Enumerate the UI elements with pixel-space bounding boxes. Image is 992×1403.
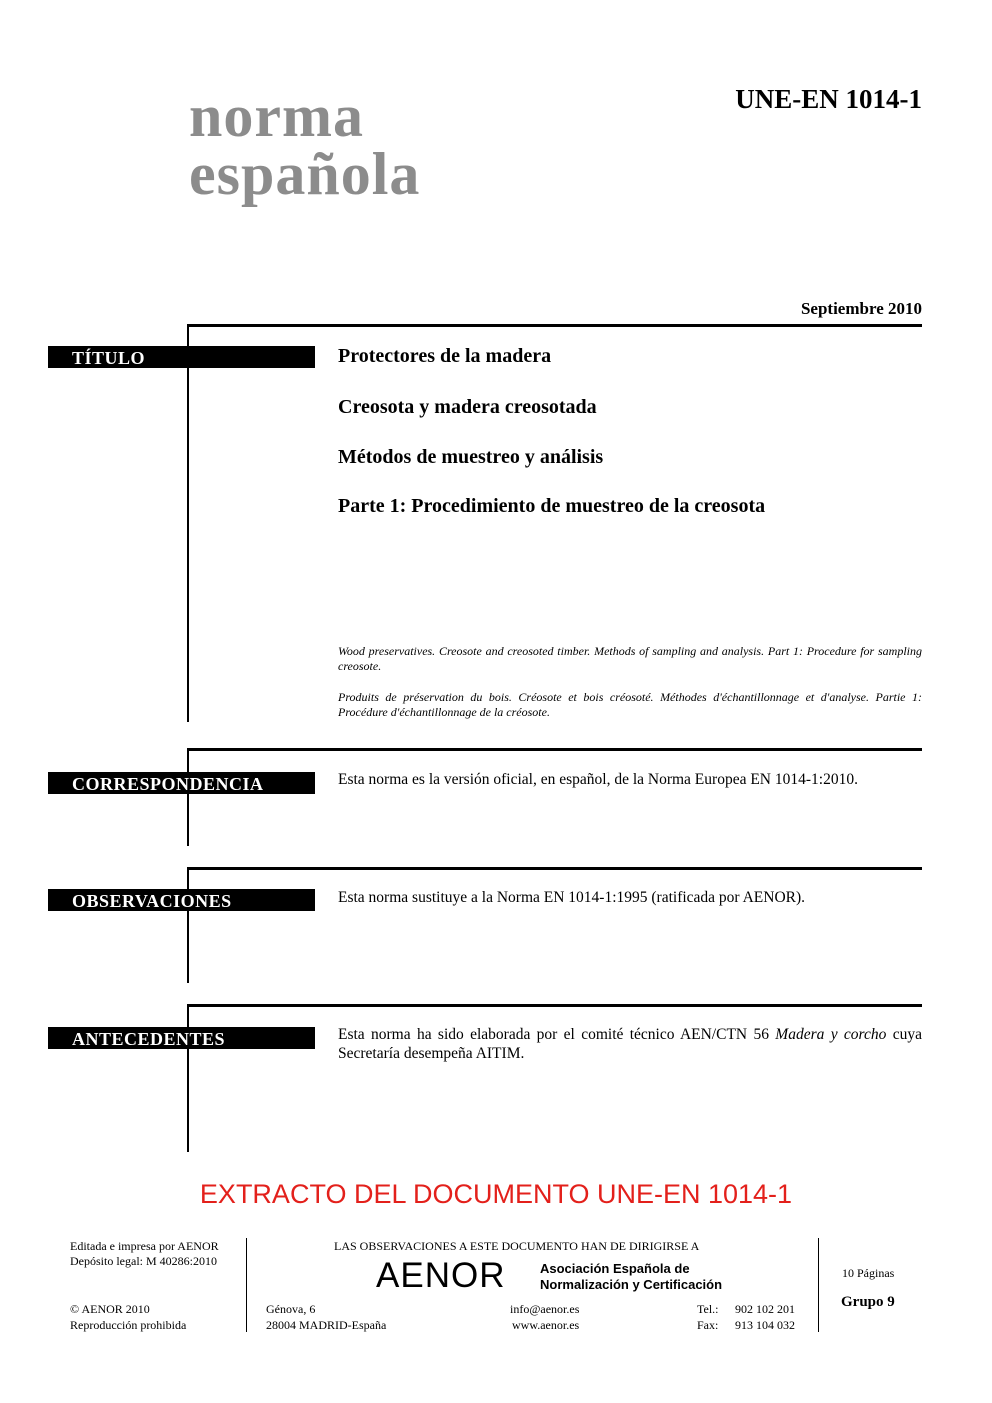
brand-norma: norma — [189, 83, 364, 149]
section-rule-antecedentes — [188, 1004, 922, 1007]
english-title: Wood preservatives. Creosote and creosoted timber. Methods of sampling and analysis. Part 1: Procedure for sampling creosote. — [338, 644, 922, 673]
footer-divider-right — [818, 1238, 819, 1332]
title-line-2: Creosota y madera creosotada — [338, 396, 597, 418]
publication-date: Septiembre 2010 — [800, 299, 922, 318]
footer-page-count: 10 Páginas — [842, 1266, 895, 1280]
footer-tel: 902 102 201 — [735, 1302, 795, 1316]
footer-edited-by: Editada e impresa por AENOR — [70, 1239, 219, 1253]
section-rule-correspondencia — [188, 748, 922, 751]
footer-address-street: Génova, 6 — [266, 1302, 316, 1316]
aenor-logo-subtitle-1: Asociación Española de — [540, 1261, 690, 1276]
section-vline-correspondencia — [187, 748, 189, 846]
antecedentes-text-b: cuya Secretaría desempeña AITIM. — [338, 1026, 923, 1062]
label-antecedentes: ANTECEDENTES — [48, 1027, 315, 1049]
footer-fax: 913 104 032 — [735, 1318, 795, 1332]
aenor-logo-word: AENOR — [376, 1256, 506, 1295]
footer-legal-deposit: Depósito legal: M 40286:2010 — [70, 1254, 217, 1268]
footer-email-link[interactable]: info@aenor.es — [510, 1302, 580, 1316]
antecedentes-text — [338, 1025, 922, 1063]
footer-address-city: 28004 MADRID-España — [266, 1318, 387, 1332]
footer-copyright: © AENOR 2010 — [70, 1302, 150, 1316]
section-vline-titulo — [187, 324, 189, 722]
correspondencia-text: Esta norma es la versión oficial, en español, de la Norma Europea EN 1014-1:2010. — [338, 771, 858, 788]
antecedentes-committee-name: Madera y corcho — [775, 1026, 887, 1043]
standard-code: UNE-EN 1014-1 — [735, 84, 922, 114]
section-rule-titulo — [188, 324, 922, 327]
title-line-4: Parte 1: Procedimiento de muestreo de la creosota — [338, 495, 766, 517]
footer-observations-heading: LAS OBSERVACIONES A ESTE DOCUMENTO HAN DE DIRIGIRSE A — [334, 1239, 700, 1253]
observaciones-text: Esta norma sustituye a la Norma EN 1014-1:1995 (ratificada por AENOR). — [338, 889, 806, 906]
antecedentes-text-a: Esta norma ha sido elaborada por el comité técnico AEN/CTN 56 — [338, 1026, 776, 1043]
label-titulo: TÍTULO — [48, 346, 315, 368]
footer-tel-label: Tel.: — [697, 1302, 719, 1316]
label-observaciones: OBSERVACIONES — [48, 889, 315, 911]
footer-web-link[interactable]: www.aenor.es — [512, 1318, 580, 1332]
footer-price-group: Grupo 9 — [841, 1294, 895, 1310]
section-rule-observaciones — [188, 867, 922, 870]
label-correspondencia: CORRESPONDENCIA — [48, 772, 315, 794]
title-line-1: Protectores de la madera — [338, 345, 552, 367]
brand-espanola: española — [189, 141, 421, 207]
section-vline-observaciones — [187, 867, 189, 983]
french-title: Produits de préservation du bois. Créosote et bois créosoté. Méthodes d'échantillonnage et d'analyse. Partie 1: Procédure d'échantillonnage de la créosote. — [338, 690, 922, 719]
aenor-logo-subtitle-2: Normalización y Certificación — [540, 1277, 723, 1292]
footer-divider-left — [246, 1238, 247, 1332]
footer-fax-label: Fax: — [697, 1318, 719, 1332]
footer-reproduction: Reproducción prohibida — [70, 1318, 187, 1332]
title-line-3: Métodos de muestreo y análisis — [338, 446, 604, 468]
extract-notice: EXTRACTO DEL DOCUMENTO UNE-EN 1014-1 — [199, 1179, 793, 1209]
